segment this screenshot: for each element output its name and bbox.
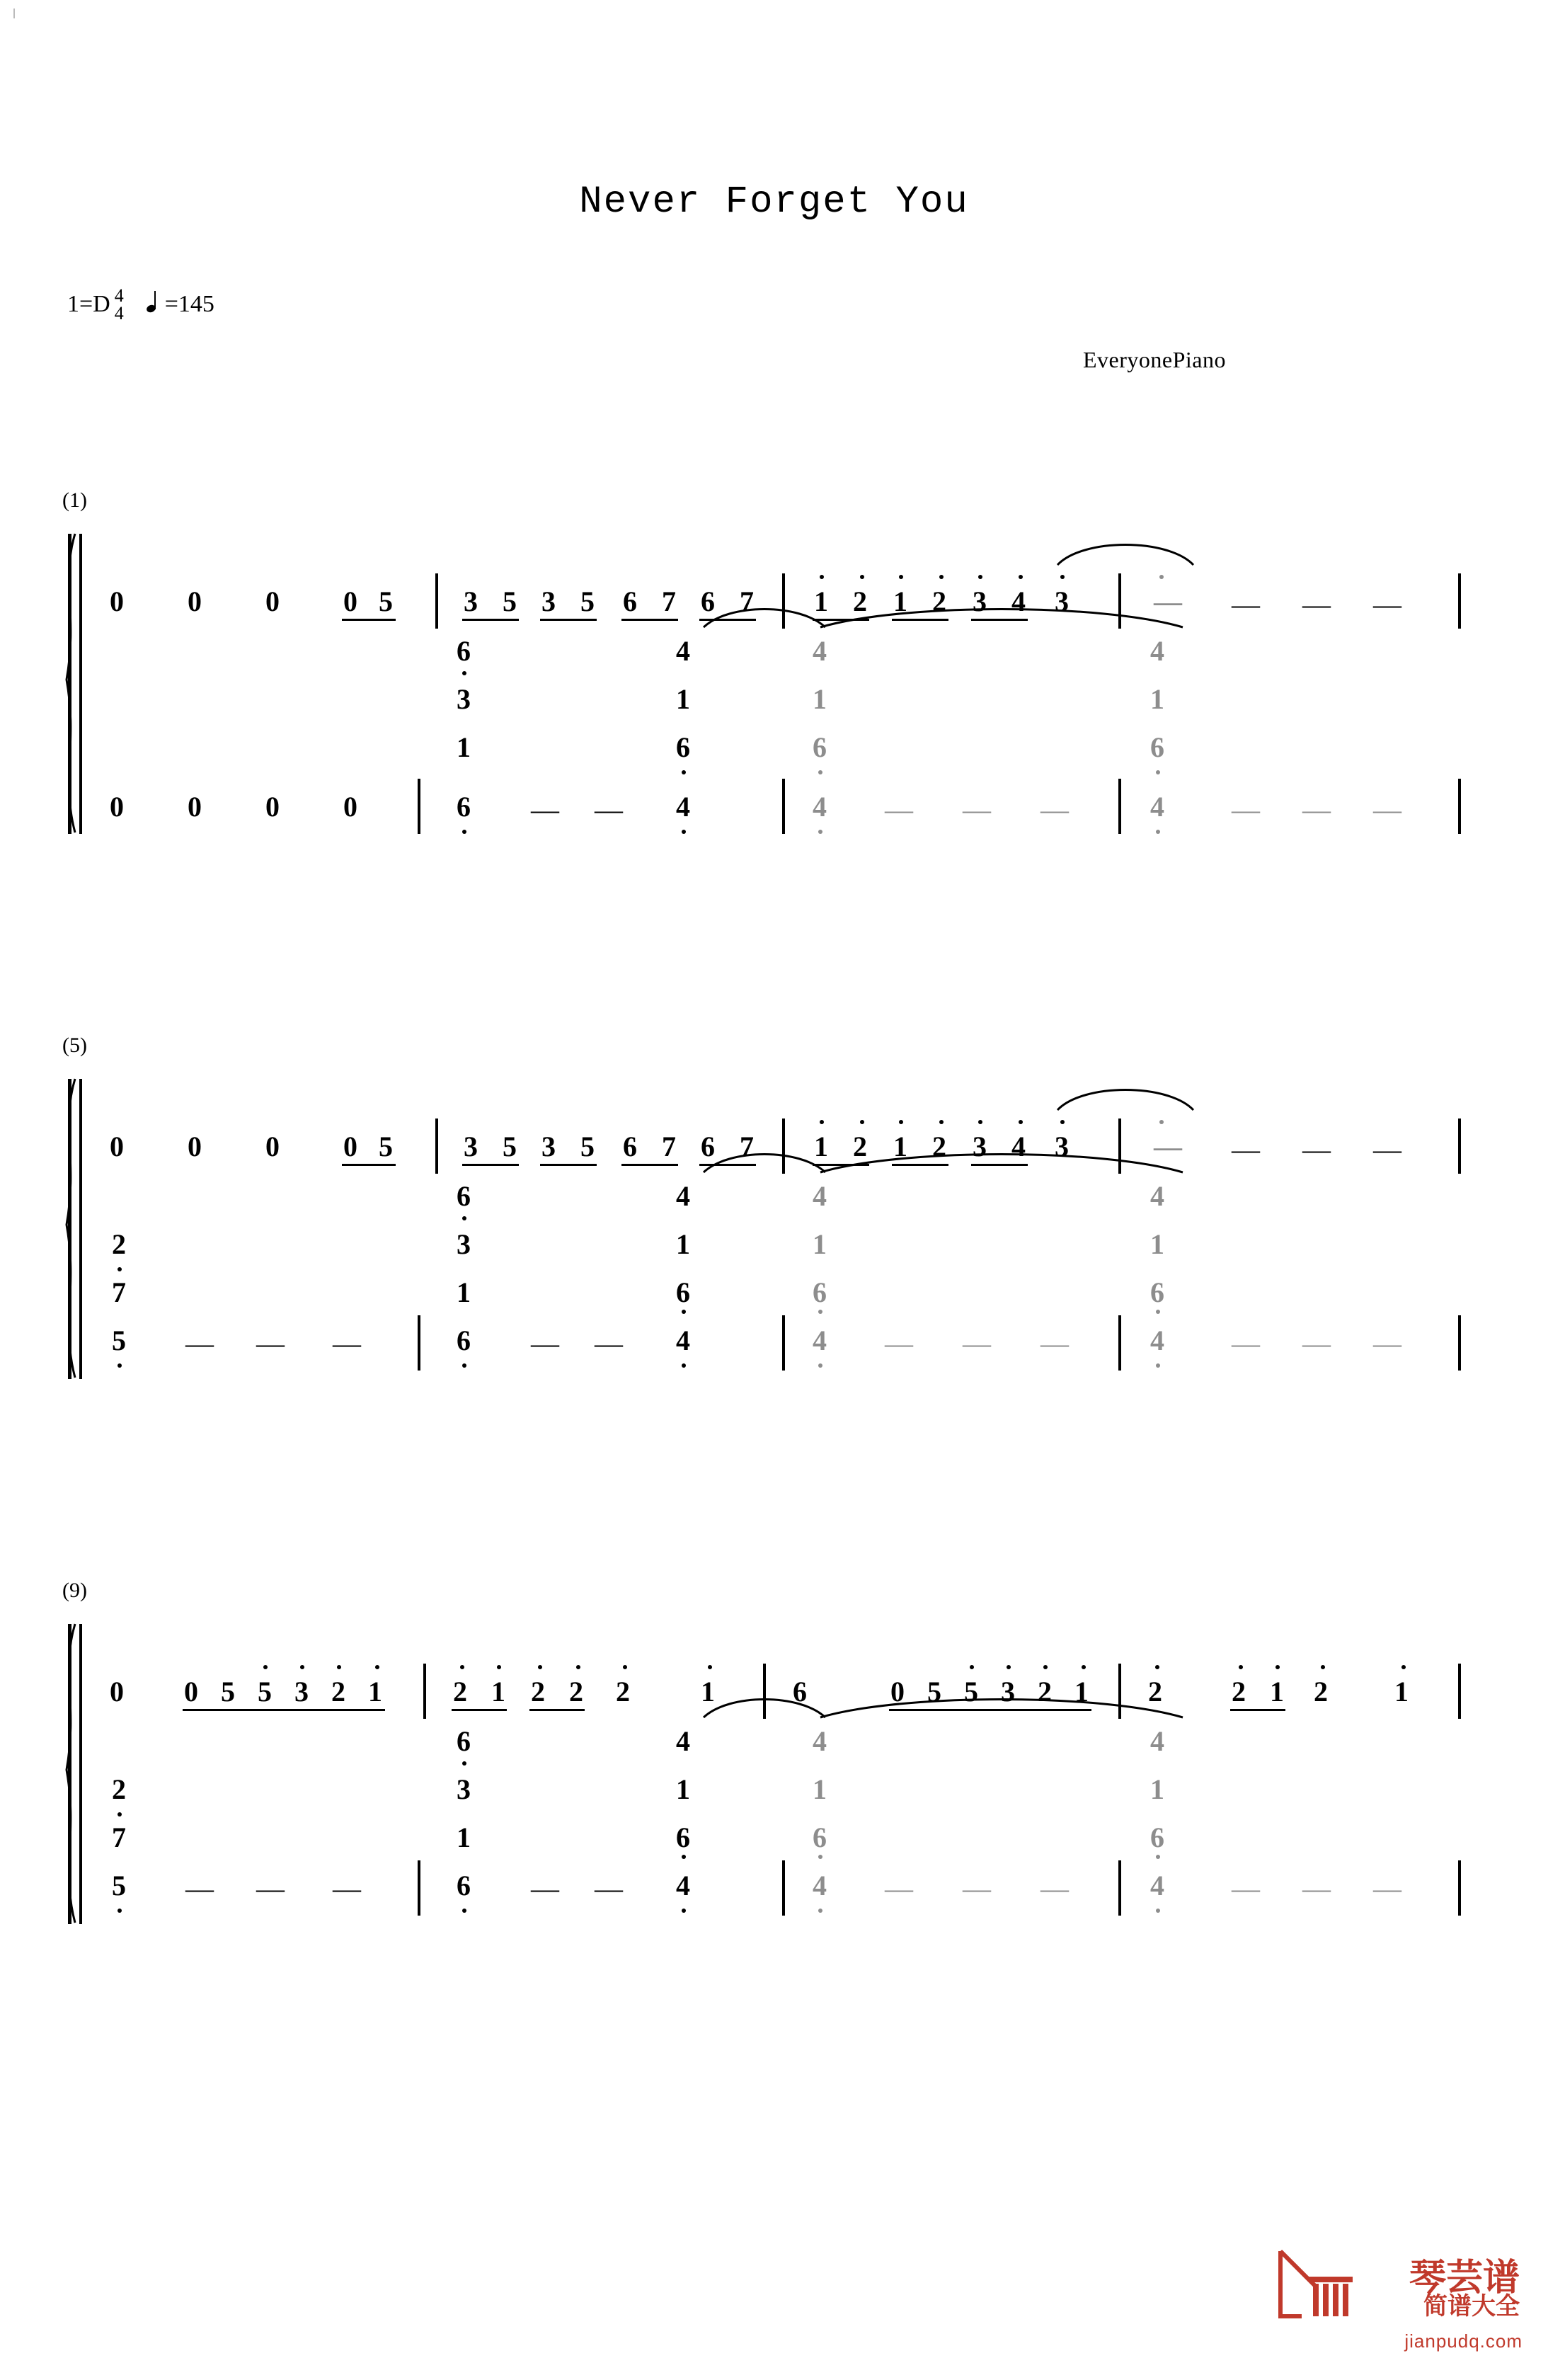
beam — [540, 1164, 597, 1166]
bass-chord-note: 1 — [676, 683, 690, 715]
barline — [418, 1860, 420, 1916]
melody-note: 2 — [1232, 1676, 1246, 1707]
melody-note: 5 — [580, 585, 595, 617]
quarter-note-icon — [147, 292, 162, 316]
octave-dot-above — [1155, 1665, 1159, 1669]
octave-dot-below — [1156, 1909, 1160, 1913]
bass-chord-note: 7 — [112, 1821, 126, 1853]
octave-dot-above — [497, 1665, 501, 1669]
melody-note: 3 — [294, 1676, 309, 1707]
melody-note: 2 — [1148, 1676, 1162, 1707]
octave-dot-below — [818, 830, 822, 834]
octave-dot-below — [682, 1909, 686, 1913]
octave-dot-above — [939, 575, 944, 579]
sustain-dash: — — [1040, 1872, 1069, 1904]
sustain-dash: — — [1373, 1327, 1401, 1359]
octave-dot — [462, 1216, 466, 1220]
beam — [183, 1709, 385, 1711]
octave-dot-below — [682, 1855, 686, 1859]
barline — [1118, 779, 1121, 834]
system-number-1: (1) — [62, 488, 87, 512]
bass-chord-note: 3 — [457, 1773, 471, 1805]
octave-dot-below — [818, 1855, 822, 1859]
octave-dot-below — [818, 1310, 822, 1314]
octave-dot-above — [1321, 1665, 1325, 1669]
melody-note: 0 — [110, 1131, 124, 1162]
barline — [435, 1119, 438, 1174]
melody-note: 5 — [964, 1676, 978, 1707]
bass-chord-note: 6 — [457, 1180, 471, 1212]
sustain-dash: — — [1373, 588, 1401, 620]
beam — [342, 619, 396, 621]
melody-note: 4 — [1011, 1131, 1026, 1162]
bass-chord-note: 4 — [813, 1725, 827, 1757]
barline — [418, 779, 420, 834]
octave-dot — [462, 671, 466, 675]
melody-note: 5 — [221, 1676, 235, 1707]
system-end-barline — [1458, 573, 1461, 629]
octave-dot-below — [117, 1267, 122, 1271]
melody-note: 0 — [343, 585, 357, 617]
beam — [452, 1709, 507, 1711]
octave-dot-above — [820, 1120, 824, 1124]
beam — [462, 1164, 519, 1166]
music-system-1 — [0, 467, 1548, 920]
sustain-dash: — — [885, 1327, 913, 1359]
bass-chord-note: 1 — [813, 1773, 827, 1805]
bass-chord-note: 4 — [676, 1180, 690, 1212]
octave-dot-below — [682, 1310, 686, 1314]
melody-note: 3 — [464, 585, 478, 617]
bass-chord-note: 1 — [457, 1821, 471, 1853]
melody-note: 1 — [893, 585, 907, 617]
octave-dot-above — [1159, 1120, 1164, 1124]
bass-chord-note: 6 — [676, 1821, 690, 1853]
sustain-dash: — — [1302, 588, 1331, 620]
watermark-site[interactable]: jianpudq.com — [1404, 2330, 1523, 2352]
sustain-dash: — — [1232, 794, 1260, 825]
octave-dot-below — [1156, 1363, 1160, 1368]
octave-dot-above — [538, 1665, 542, 1669]
melody-note: 3 — [541, 585, 556, 617]
octave-dot-below — [1156, 830, 1160, 834]
melody-note: 5 — [927, 1676, 941, 1707]
bass-chord-note: 5 — [112, 1325, 126, 1356]
system-number-2: (5) — [62, 1034, 87, 1057]
melody-note: 2 — [1314, 1676, 1328, 1707]
melody-note: 5 — [379, 1131, 393, 1162]
sustain-dash: — — [531, 1327, 559, 1359]
corner-mark-icon — [13, 7, 41, 39]
sustain-dash: — — [1232, 1133, 1260, 1165]
beam — [621, 619, 678, 621]
octave-dot-above — [708, 1665, 712, 1669]
melody-note: — — [1154, 585, 1182, 617]
system-end-barline — [1458, 1664, 1461, 1719]
octave-dot-above — [263, 1665, 268, 1669]
tie-slur — [818, 602, 1186, 634]
system-end-barline — [1458, 779, 1461, 834]
sustain-dash: — — [1302, 1872, 1331, 1904]
bass-chord-note: 6 — [813, 1276, 827, 1308]
melody-note: 0 — [188, 1131, 202, 1162]
barline — [423, 1664, 426, 1719]
melody-note: 3 — [541, 1131, 556, 1162]
octave-dot-below — [462, 830, 466, 834]
melody-note: 0 — [110, 585, 124, 617]
time-signature-top: 4 — [114, 285, 124, 306]
barline — [1118, 1315, 1121, 1371]
octave-dot-above — [860, 575, 864, 579]
melody-note: 6 — [701, 1131, 715, 1162]
melody-note: 1 — [491, 1676, 505, 1707]
octave-dot-above — [375, 1665, 379, 1669]
bass-rest: 0 — [110, 791, 124, 823]
sustain-dash: — — [885, 1872, 913, 1904]
bass-chord-note: 1 — [1150, 1228, 1164, 1260]
bass-chord-note: 4 — [676, 1325, 690, 1356]
time-signature-bottom: 4 — [114, 302, 124, 324]
tie-slur — [818, 1147, 1186, 1179]
system-start-barline-2b — [79, 1079, 82, 1379]
octave-dot-above — [1007, 1665, 1011, 1669]
melody-note: 1 — [1074, 1676, 1089, 1707]
bass-chord-note: 1 — [1150, 1773, 1164, 1805]
melody-note: 2 — [853, 1131, 867, 1162]
bass-chord-note: 4 — [676, 791, 690, 823]
sustain-dash: — — [1232, 1872, 1260, 1904]
melody-note: 2 — [932, 1131, 946, 1162]
bass-chord-note: 4 — [813, 1180, 827, 1212]
system-end-barline — [1458, 1119, 1461, 1174]
bass-chord-note: 6 — [457, 1870, 471, 1901]
sustain-dash: — — [1373, 1872, 1401, 1904]
melody-note: 1 — [1394, 1676, 1409, 1707]
bass-rest: 0 — [265, 791, 280, 823]
sustain-dash: — — [531, 1872, 559, 1904]
system-start-barline-3 — [68, 1624, 71, 1924]
sustain-dash: — — [885, 794, 913, 825]
octave-dot-above — [1401, 1665, 1406, 1669]
bass-chord-note: 4 — [1150, 635, 1164, 667]
music-system-2 — [0, 1012, 1548, 1465]
bass-chord-note: 6 — [676, 1276, 690, 1308]
octave-dot-below — [462, 1363, 466, 1368]
melody-note: 0 — [343, 1131, 357, 1162]
bass-chord-note: 4 — [813, 1870, 827, 1901]
melody-note: 3 — [973, 1131, 987, 1162]
sustain-dash: — — [185, 1872, 214, 1904]
melody-note: 5 — [580, 1131, 595, 1162]
key-signature — [67, 285, 214, 324]
bass-chord-note: 4 — [813, 635, 827, 667]
tie-slur — [701, 602, 828, 634]
octave-dot-below — [1156, 1855, 1160, 1859]
sustain-dash: — — [333, 1872, 361, 1904]
octave-dot-above — [300, 1665, 304, 1669]
melody-note: 1 — [814, 1131, 828, 1162]
octave-dot-above — [899, 575, 903, 579]
tempo-marking — [147, 291, 214, 318]
bass-chord-note: 6 — [1150, 731, 1164, 763]
bass-chord-note: 4 — [813, 791, 827, 823]
barline — [435, 573, 438, 629]
octave-dot-above — [820, 575, 824, 579]
sustain-dash: — — [185, 1327, 214, 1359]
bass-chord-note: 1 — [457, 731, 471, 763]
bass-chord-note: 4 — [676, 1870, 690, 1901]
bass-chord-note: 6 — [1150, 1276, 1164, 1308]
melody-note: 1 — [814, 585, 828, 617]
sustain-dash: — — [1040, 794, 1069, 825]
sustain-dash: — — [963, 1872, 991, 1904]
melody-note: 5 — [503, 585, 517, 617]
melody-note: 6 — [623, 585, 637, 617]
bass-chord-note: 6 — [457, 791, 471, 823]
beam — [342, 1164, 396, 1166]
melody-note: 2 — [531, 1676, 545, 1707]
beam — [1230, 1709, 1285, 1711]
bass-chord-note: 1 — [457, 1276, 471, 1308]
bass-rest: 0 — [188, 791, 202, 823]
melody-note: 0 — [184, 1676, 198, 1707]
bass-chord-note: 6 — [457, 635, 471, 667]
melody-note: 2 — [932, 585, 946, 617]
tie-slur — [701, 1147, 828, 1179]
melody-note: 4 — [1011, 585, 1026, 617]
melody-note: 1 — [701, 1676, 715, 1707]
octave-dot — [462, 1761, 466, 1766]
melody-note: 2 — [331, 1676, 345, 1707]
octave-dot-above — [1060, 1120, 1065, 1124]
melody-note: 3 — [1055, 585, 1069, 617]
music-system-3 — [0, 1557, 1548, 2010]
melody-note: 6 — [623, 1131, 637, 1162]
bass-chord-note: 1 — [813, 1228, 827, 1260]
barline — [1118, 1860, 1121, 1916]
melody-note: 3 — [1055, 1131, 1069, 1162]
beam — [621, 1164, 678, 1166]
beam — [540, 619, 597, 621]
bass-chord-note: 6 — [676, 731, 690, 763]
bass-chord-note: 4 — [813, 1325, 827, 1356]
melody-note: 5 — [379, 585, 393, 617]
bass-chord-note: 4 — [1150, 1180, 1164, 1212]
tie-slur — [1055, 1082, 1196, 1116]
octave-dot-above — [1019, 1120, 1023, 1124]
octave-dot-below — [682, 1363, 686, 1368]
system-end-barline — [1458, 1315, 1461, 1371]
octave-dot-above — [337, 1665, 341, 1669]
sustain-dash: — — [1040, 1327, 1069, 1359]
octave-dot-below — [117, 1363, 122, 1368]
bass-chord-note: 6 — [813, 1821, 827, 1853]
page-title: Never Forget You — [579, 181, 969, 224]
octave-dot-above — [899, 1120, 903, 1124]
bass-chord-note: 4 — [1150, 1325, 1164, 1356]
octave-dot-below — [682, 770, 686, 774]
melody-note: 5 — [503, 1131, 517, 1162]
melody-note: 0 — [265, 585, 280, 617]
melody-note: 0 — [265, 1131, 280, 1162]
melody-note: 3 — [973, 585, 987, 617]
bass-chord-note: 1 — [813, 683, 827, 715]
melody-note: 3 — [1001, 1676, 1015, 1707]
barline — [782, 1315, 785, 1371]
octave-dot-above — [460, 1665, 464, 1669]
credit-text: EveryonePiano — [1083, 347, 1226, 372]
octave-dot-above — [978, 1120, 982, 1124]
bass-chord-note: 4 — [676, 1725, 690, 1757]
bass-chord-note: 4 — [1150, 791, 1164, 823]
tie-slur — [818, 1692, 1186, 1724]
melody-note: 6 — [793, 1676, 807, 1707]
system-start-barline-1 — [68, 534, 71, 834]
melody-note: 7 — [662, 1131, 676, 1162]
time-signature — [115, 287, 124, 322]
sustain-dash: — — [256, 1872, 285, 1904]
bass-chord-note: 5 — [112, 1870, 126, 1901]
sustain-dash: — — [963, 794, 991, 825]
barline — [782, 779, 785, 834]
barline — [418, 1315, 420, 1371]
melody-note: 2 — [1038, 1676, 1052, 1707]
melody-note: 2 — [853, 585, 867, 617]
system-start-barline-1b — [79, 534, 82, 834]
sustain-dash: — — [256, 1327, 285, 1359]
sustain-dash: — — [595, 794, 623, 825]
sustain-dash: — — [1373, 1133, 1401, 1165]
octave-dot-below — [1156, 770, 1160, 774]
tie-slur — [701, 1692, 828, 1724]
melody-note: 1 — [893, 1131, 907, 1162]
melody-note: 7 — [662, 585, 676, 617]
octave-dot-below — [818, 1909, 822, 1913]
octave-dot-below — [1156, 1310, 1160, 1314]
bass-rest: 0 — [343, 791, 357, 823]
bass-chord-note: 1 — [676, 1228, 690, 1260]
octave-dot-above — [860, 1120, 864, 1124]
melody-note: — — [1154, 1131, 1182, 1162]
octave-dot-below — [462, 1909, 466, 1913]
sustain-dash: — — [1302, 1327, 1331, 1359]
bass-chord-note: 6 — [1150, 1821, 1164, 1853]
melody-note: 0 — [890, 1676, 905, 1707]
sustain-dash: — — [333, 1327, 361, 1359]
octave-dot-above — [1082, 1665, 1086, 1669]
octave-dot-above — [1043, 1665, 1048, 1669]
bass-chord-note: 6 — [457, 1325, 471, 1356]
melody-note: 5 — [258, 1676, 272, 1707]
octave-dot-below — [818, 1363, 822, 1368]
watermark-brand-cn: 简谱大全 — [1423, 2293, 1520, 2320]
bass-chord-note: 4 — [676, 635, 690, 667]
system-end-barline — [1458, 1860, 1461, 1916]
bass-chord-note: 6 — [457, 1725, 471, 1757]
bass-chord-note: 1 — [1150, 683, 1164, 715]
octave-dot-above — [1239, 1665, 1243, 1669]
sustain-dash: — — [963, 1327, 991, 1359]
sustain-dash: — — [1302, 1133, 1331, 1165]
bass-chord-note: 3 — [457, 683, 471, 715]
bass-chord-note: 4 — [1150, 1870, 1164, 1901]
bass-chord-note: 2 — [112, 1773, 126, 1805]
melody-note: 1 — [368, 1676, 382, 1707]
beam — [462, 619, 519, 621]
octave-dot-above — [1019, 575, 1023, 579]
octave-dot-above — [1159, 575, 1164, 579]
octave-dot-above — [970, 1665, 974, 1669]
melody-note: 2 — [616, 1676, 630, 1707]
melody-note: 7 — [740, 1131, 754, 1162]
sustain-dash: — — [1232, 1327, 1260, 1359]
bass-chord-note: 6 — [813, 731, 827, 763]
octave-dot-above — [576, 1665, 580, 1669]
octave-dot-above — [978, 575, 982, 579]
melody-note: 2 — [569, 1676, 583, 1707]
tie-slur — [1055, 537, 1196, 571]
system-number-3: (9) — [62, 1579, 87, 1602]
melody-note: 7 — [740, 585, 754, 617]
bass-chord-note: 2 — [112, 1228, 126, 1260]
system-start-barline-2 — [68, 1079, 71, 1379]
melody-note: 3 — [464, 1131, 478, 1162]
bass-chord-note: 1 — [676, 1773, 690, 1805]
watermark-logo-icon — [1273, 2245, 1358, 2327]
sustain-dash: — — [595, 1872, 623, 1904]
sustain-dash: — — [1373, 794, 1401, 825]
system-start-barline-3b — [79, 1624, 82, 1924]
octave-dot-above — [939, 1120, 944, 1124]
octave-dot-below — [818, 770, 822, 774]
sustain-dash: — — [1232, 588, 1260, 620]
watermark-brand: 琴芸谱 — [1409, 2258, 1520, 2299]
bass-chord-note: 3 — [457, 1228, 471, 1260]
melody-note: 6 — [701, 585, 715, 617]
tempo-value: =145 — [164, 290, 214, 317]
melody-note: 0 — [110, 1676, 124, 1707]
barline — [782, 1860, 785, 1916]
octave-dot-above — [1060, 575, 1065, 579]
octave-dot-above — [623, 1665, 627, 1669]
octave-dot-below — [117, 1812, 122, 1817]
key-signature-label: 1=D — [67, 290, 110, 317]
bass-chord-note: 4 — [1150, 1725, 1164, 1757]
melody-note: 0 — [188, 585, 202, 617]
bass-chord-note: 7 — [112, 1276, 126, 1308]
octave-dot-above — [1275, 1665, 1280, 1669]
sustain-dash: — — [1302, 794, 1331, 825]
beam — [529, 1709, 585, 1711]
octave-dot-below — [682, 830, 686, 834]
sustain-dash: — — [531, 794, 559, 825]
sustain-dash: — — [595, 1327, 623, 1359]
octave-dot-below — [117, 1909, 122, 1913]
melody-note: 2 — [453, 1676, 467, 1707]
melody-note: 1 — [1270, 1676, 1284, 1707]
